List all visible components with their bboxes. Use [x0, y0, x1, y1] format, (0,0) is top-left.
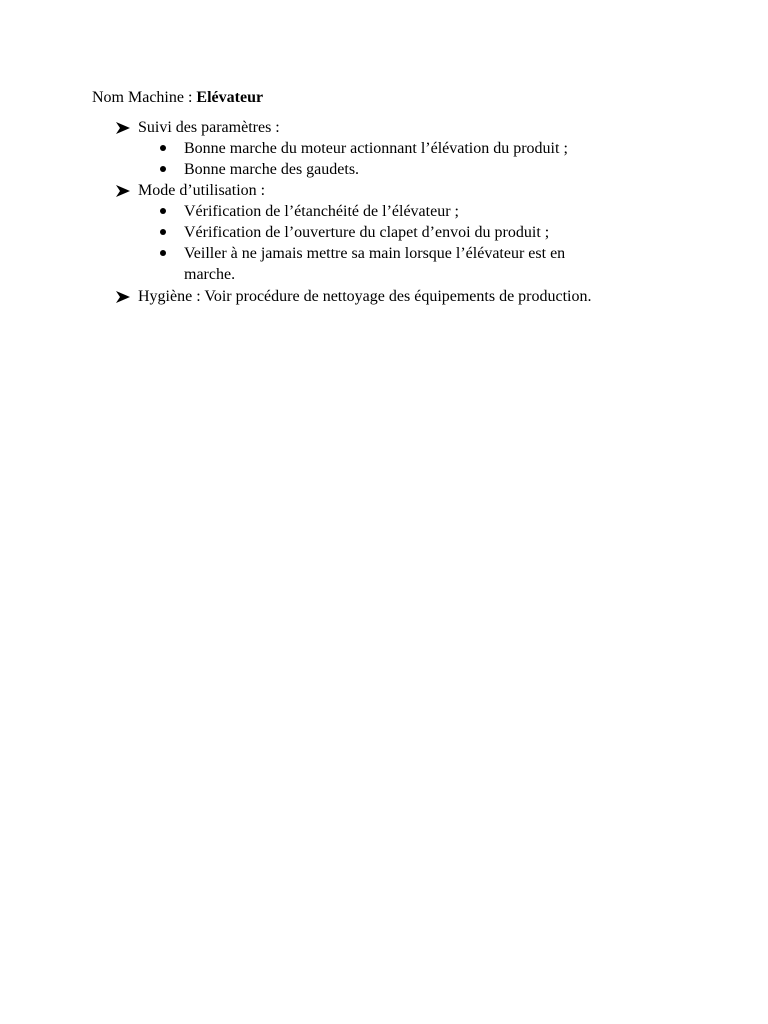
- list-item: [158, 159, 638, 180]
- bullet-list: [158, 201, 638, 285]
- list-item-text: Bonne marche des gaudets.: [184, 161, 360, 178]
- list-item-text: Vérification de l’ouverture du clapet d’envoi du produit ;: [184, 224, 550, 241]
- list-item: [158, 243, 620, 285]
- round-bullet-icon: [160, 166, 166, 172]
- list-item: [158, 222, 638, 243]
- section-title: Suivi des paramètres :: [138, 119, 280, 136]
- section-title: Mode d’utilisation :: [138, 182, 266, 199]
- list-item-text: Vérification de l’étanchéité de l’élévateur ;: [184, 203, 459, 220]
- list-item-text: Veiller à ne jamais mettre sa main lorsque l’élévateur est en marche.: [184, 245, 566, 283]
- machine-name-line: [92, 87, 263, 108]
- list-item: [158, 201, 638, 222]
- list-item: [158, 138, 638, 159]
- arrowhead-bullet-icon: [116, 291, 130, 303]
- round-bullet-icon: [160, 250, 166, 256]
- section-title: Hygiène : Voir procédure de nettoyage des équipements de production.: [138, 288, 592, 305]
- round-bullet-icon: [160, 229, 166, 235]
- round-bullet-icon: [160, 145, 166, 151]
- machine-name-value: Elévateur: [196, 89, 264, 106]
- arrowhead-bullet-icon: [116, 185, 130, 197]
- bullet-list: [158, 138, 638, 180]
- machine-name-label: Nom Machine :: [92, 89, 197, 106]
- list-item-text: Bonne marche du moteur actionnant l’élévation du produit ;: [184, 140, 568, 157]
- round-bullet-icon: [160, 208, 166, 214]
- arrowhead-bullet-icon: [116, 122, 130, 134]
